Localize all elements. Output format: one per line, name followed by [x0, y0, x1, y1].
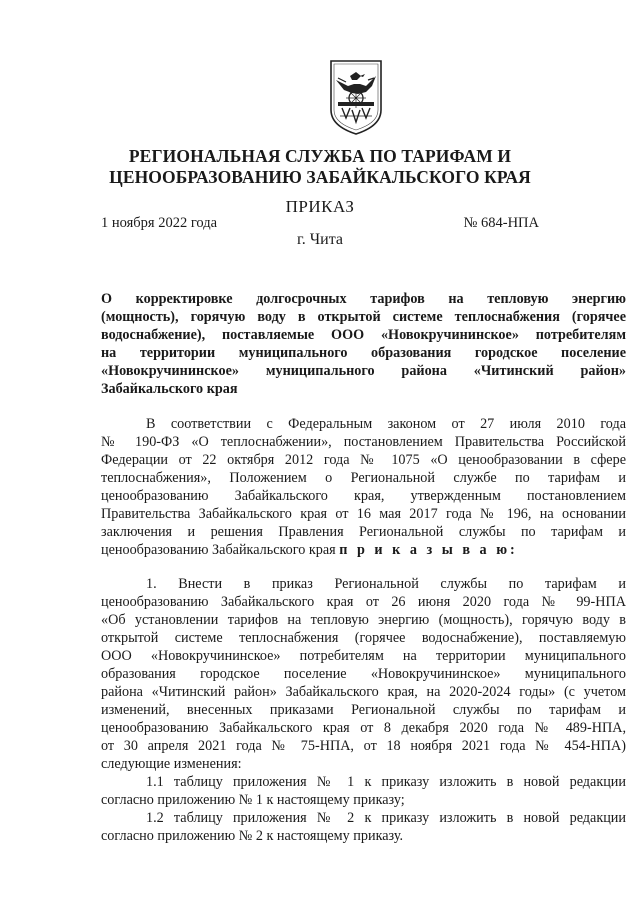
- item1-2-line: согласно приложению № 2 к настоящему приказу.: [101, 828, 404, 844]
- subject-line: Забайкальского края: [101, 381, 238, 397]
- document-number: № 684-НПА: [463, 215, 539, 231]
- item1-line: следующие изменения:: [101, 756, 242, 772]
- item1-line: ООО «Новокручининское» потребителям на территории муниципального: [101, 648, 626, 664]
- item1-line: «Об установлении тарифов на тепловую энергию (мощность), горячую воду в: [101, 612, 626, 628]
- organization-name-line2: ЦЕНООБРАЗОВАНИЮ ЗАБАЙКАЛЬСКОГО КРАЯ: [109, 167, 531, 187]
- item1-line: от 30 апреля 2021 года № 75-НПА, от 18 ноября 2021 года № 454-НПА): [101, 738, 626, 754]
- item1-line: ценообразованию Забайкальского края от 26 июня 2020 года № 99-НПА: [101, 594, 626, 610]
- document-city: г. Чита: [296, 231, 343, 248]
- subject-line: на территории муниципального образования городское поселение: [101, 345, 626, 361]
- item1-line: района «Читинский район» Забайкальского края, на 2020-2024 годы» (с учетом: [101, 684, 626, 700]
- item1-1-line: 1.1 таблицу приложения № 1 к приказу изложить в новой редакции: [146, 774, 626, 790]
- preamble-line: № 190-ФЗ «О теплоснабжении», постановлением Правительства Российской: [101, 434, 626, 450]
- document-date: 1 ноября 2022 года: [101, 215, 218, 231]
- subject-line: водоснабжение), поставляемые ООО «Новокручининское» потребителям: [101, 327, 626, 343]
- preamble-line: теплоснабжения», Положением о Региональной службе по тарифам и: [101, 470, 626, 486]
- subject-line: (мощность), горячую воду в открытой системе теплоснабжения (горячее: [101, 309, 626, 325]
- item1-line: изменений, внесенных приказами Региональной службы по тарифам и: [101, 702, 626, 718]
- subject-line: О корректировке долгосрочных тарифов на тепловую энергию: [101, 291, 626, 307]
- preamble-last-line: [101, 541, 626, 559]
- order-command: п р и к а з ы в а ю:: [339, 542, 518, 558]
- preamble-line: заключения и решения Правления Региональной службы по тарифам и: [101, 524, 626, 540]
- item1-line: открытой системе теплоснабжения (горячее водоснабжение), поставляемую: [101, 630, 626, 646]
- organization-name-line1: РЕГИОНАЛЬНАЯ СЛУЖБА ПО ТАРИФАМ И: [128, 146, 512, 166]
- preamble-line: Федерации от 22 октября 2012 года № 1075 «О ценообразовании в сфере: [101, 452, 626, 468]
- preamble-line: В соответствии с Федеральным законом от 27 июля 2010 года: [146, 416, 626, 432]
- preamble-line: ценообразованию Забайкальского края, утвержденным постановлением: [101, 488, 626, 504]
- subject-line: «Новокручининское» муниципального района «Читинский район»: [101, 363, 626, 379]
- item1-1-line: согласно приложению № 1 к настоящему приказу;: [101, 792, 405, 808]
- item1-line: 1. Внести в приказ Региональной службы по тарифам и: [146, 576, 626, 592]
- item1-line: образования городское поселение «Новокручининское» муниципального: [101, 666, 626, 682]
- document-type: ПРИКАЗ: [285, 197, 355, 216]
- preamble-line: Правительства Забайкальского края от 16 мая 2017 года № 196, на основании: [101, 506, 626, 522]
- coat-of-arms-emblem: [328, 58, 384, 136]
- item1-line: ценообразованию Забайкальского края от 8 декабря 2020 года № 489-НПА,: [101, 720, 626, 736]
- item1-2-line: 1.2 таблицу приложения № 2 к приказу изложить в новой редакции: [146, 810, 626, 826]
- preamble-text: ценообразованию Забайкальского края: [101, 542, 340, 558]
